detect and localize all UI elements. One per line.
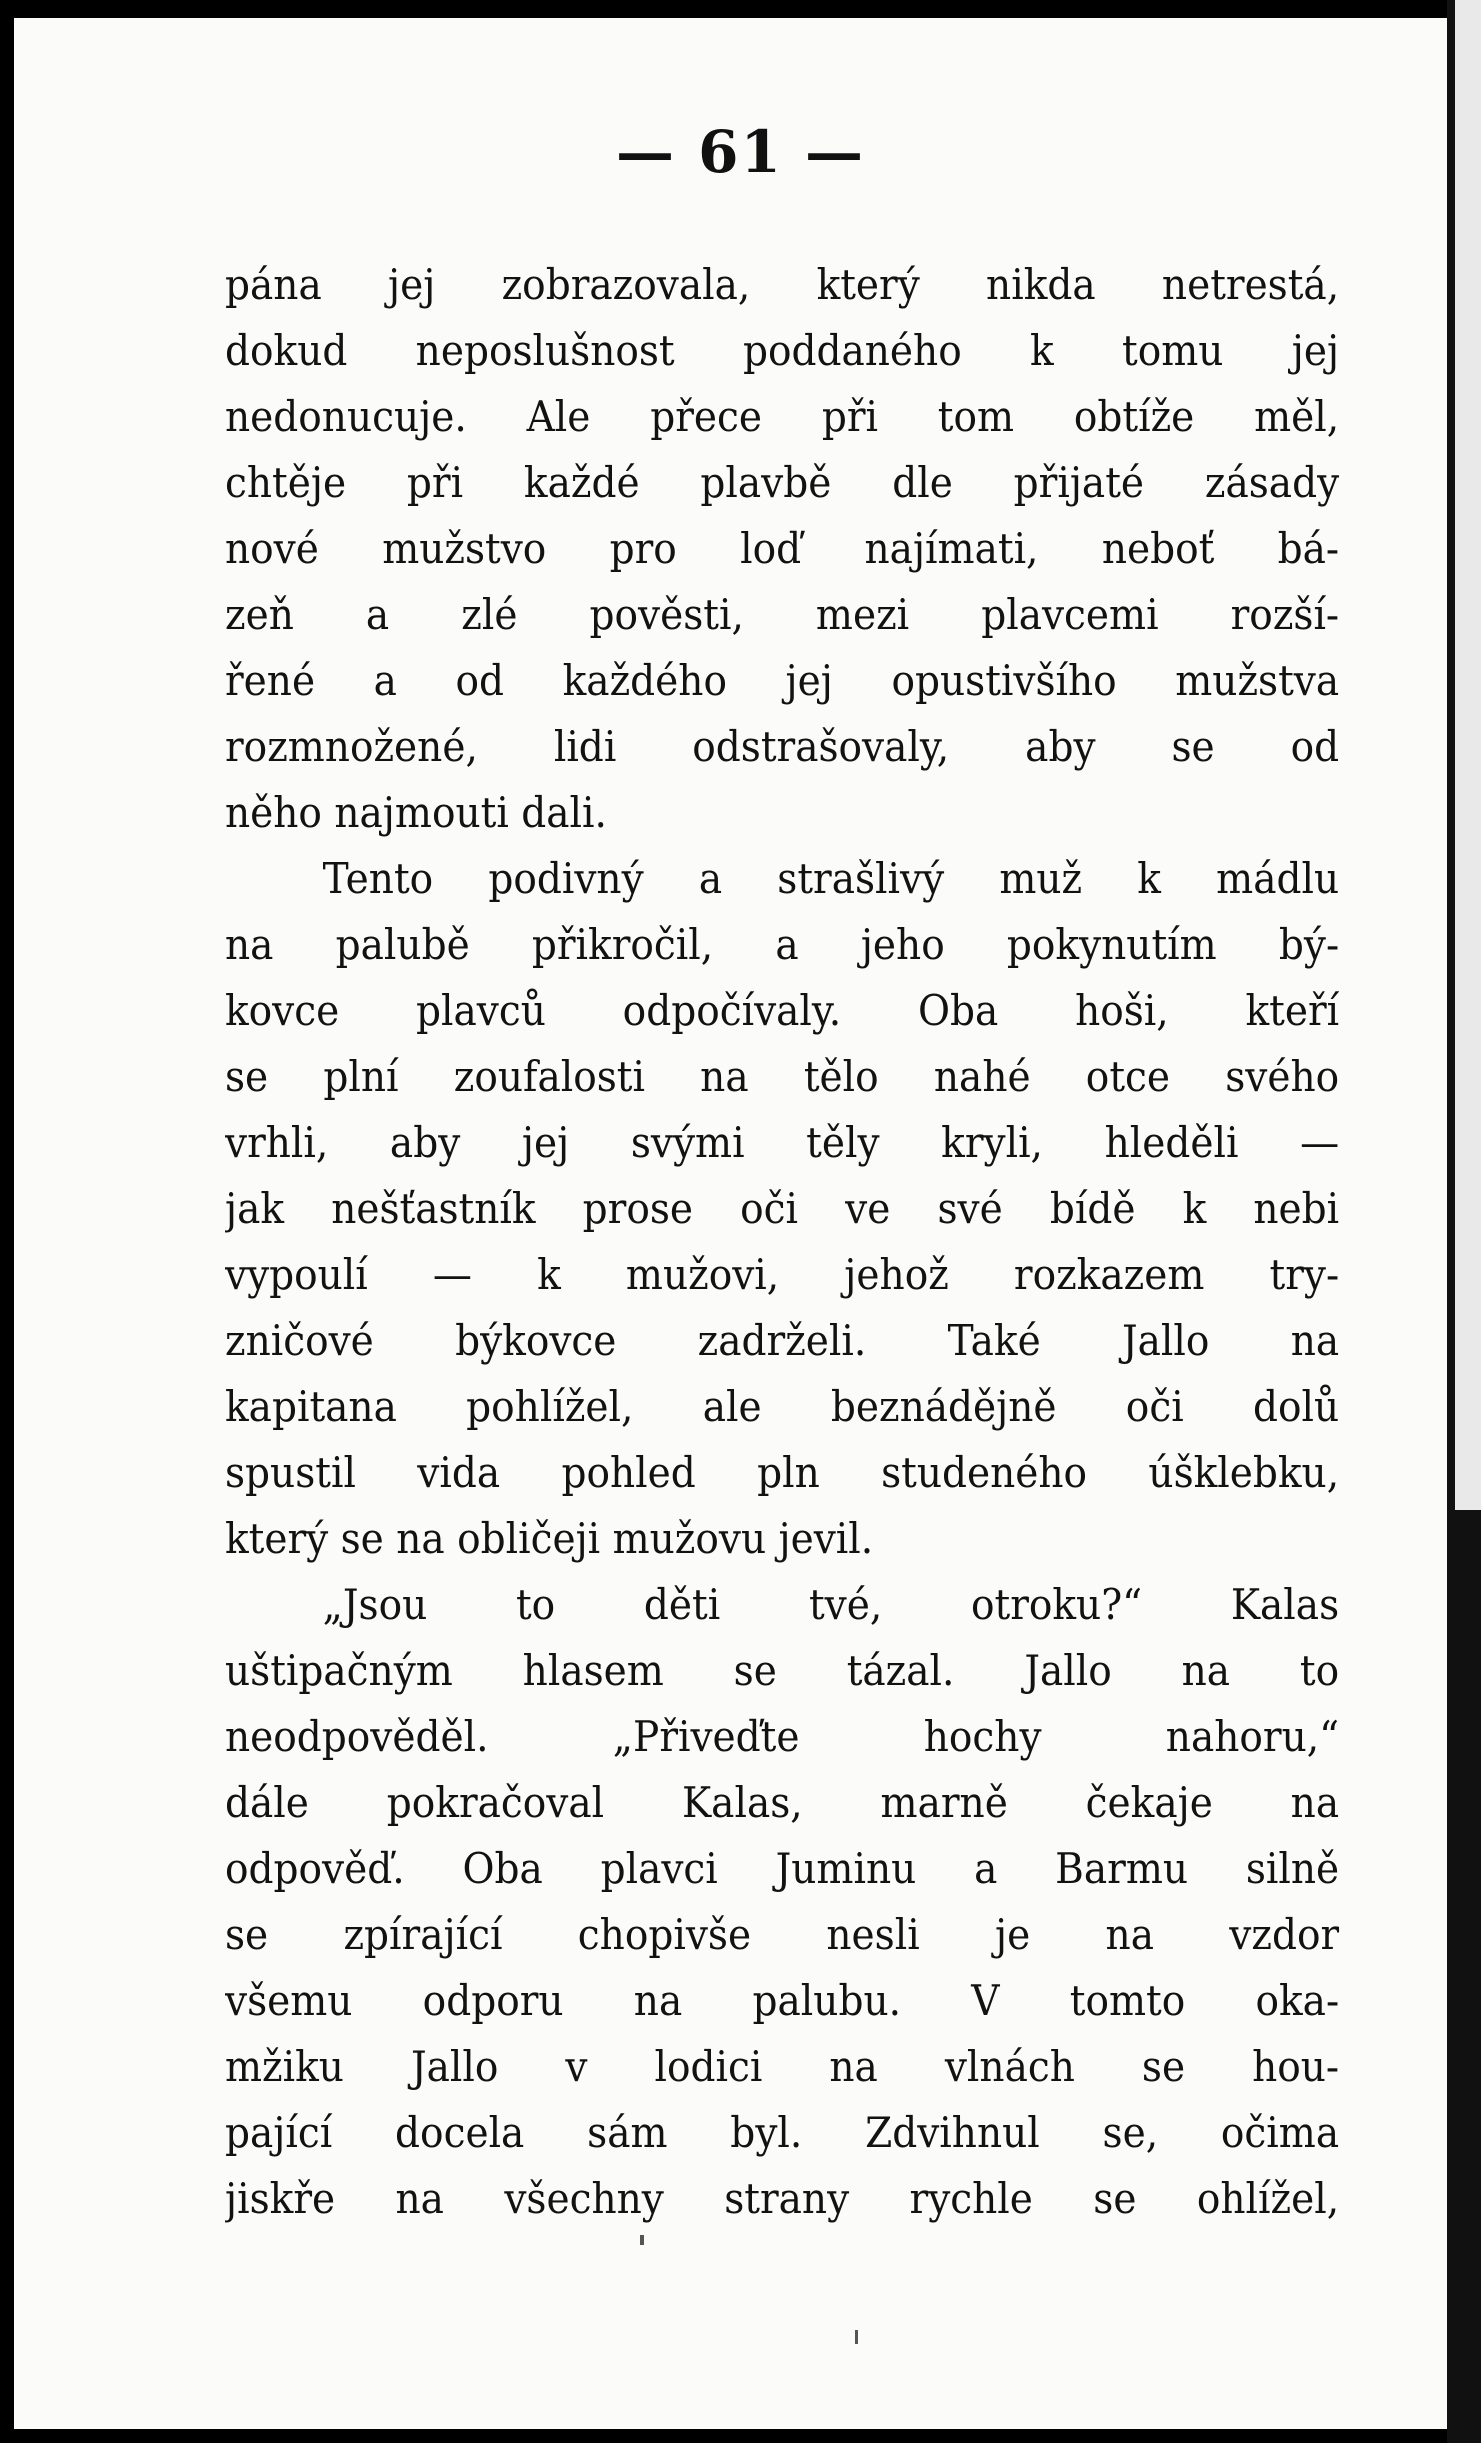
text-line: odpověď. Oba plavci Juminu a Barmu silně <box>225 1844 1340 1893</box>
text-line: všemu odporu na palubu. V tomto oka- <box>225 1976 1340 2025</box>
text-line: nové mužstvo pro loď najímati, neboť bá- <box>225 524 1340 573</box>
text-line: zničové býkovce zadrželi. Také Jallo na <box>225 1316 1340 1365</box>
text-line: vypoulí — k mužovi, jehož rozkazem try- <box>225 1250 1340 1299</box>
text-line: Tento podivný a strašlivý muž k mádlu <box>322 854 1340 903</box>
text-line: spustil vida pohled pln studeného úšklebku, <box>225 1448 1340 1497</box>
text-line: jiskře na všechny strany rychle se ohlížel, <box>225 2174 1340 2223</box>
text-line: dokud neposlušnost poddaného k tomu jej <box>225 326 1340 375</box>
text-line: chtěje při každé plavbě dle přijaté zásady <box>225 458 1340 507</box>
text-line: „Jsou to děti tvé, otroku?“ Kalas <box>322 1580 1340 1629</box>
text-line: rozmnožené, lidi odstrašovaly, aby se od <box>225 722 1340 771</box>
text-line: dále pokračoval Kalas, marně čekaje na <box>225 1778 1340 1827</box>
text-line: neodpověděl. „Přiveďte hochy nahoru,“ <box>225 1712 1340 1761</box>
text-line: kovce plavců odpočívaly. Oba hoši, kteří <box>225 986 1340 1035</box>
text-line: vrhli, aby jej svými těly kryli, hleděli — <box>225 1118 1340 1167</box>
text-line: jak nešťastník prose oči ve své bídě k nebi <box>225 1184 1340 1233</box>
text-line: se plní zoufalosti na tělo nahé otce svého <box>225 1052 1340 1101</box>
paper-speck <box>855 2330 858 2344</box>
text-line: pající docela sám byl. Zdvihnul se, očima <box>225 2108 1340 2157</box>
text-line: kapitana pohlížel, ale beznádějně oči dolů <box>225 1382 1340 1431</box>
text-line: nedonucuje. Ale přece při tom obtíže měl, <box>225 392 1340 441</box>
text-line: řené a od každého jej opustivšího mužstva <box>225 656 1340 705</box>
text-line: mžiku Jallo v lodici na vlnách se hou- <box>225 2042 1340 2091</box>
text-line: něho najmouti dali. <box>225 788 607 837</box>
paper-speck <box>640 2235 644 2245</box>
text-line: na palubě přikročil, a jeho pokynutím bý- <box>225 920 1340 969</box>
right-edge-paper <box>1455 0 1481 1510</box>
text-line: zeň a zlé pověsti, mezi plavcemi rozší- <box>225 590 1340 639</box>
text-line: se zpírající chopivše nesli je na vzdor <box>225 1910 1340 1959</box>
text-line: který se na obličeji mužovu jevil. <box>225 1514 874 1563</box>
page-number: — 61 — <box>615 118 866 186</box>
text-line: uštipačným hlasem se tázal. Jallo na to <box>225 1646 1340 1695</box>
body-text <box>225 252 1340 2232</box>
text-line: pána jej zobrazovala, který nikda netrestá, <box>225 260 1340 309</box>
